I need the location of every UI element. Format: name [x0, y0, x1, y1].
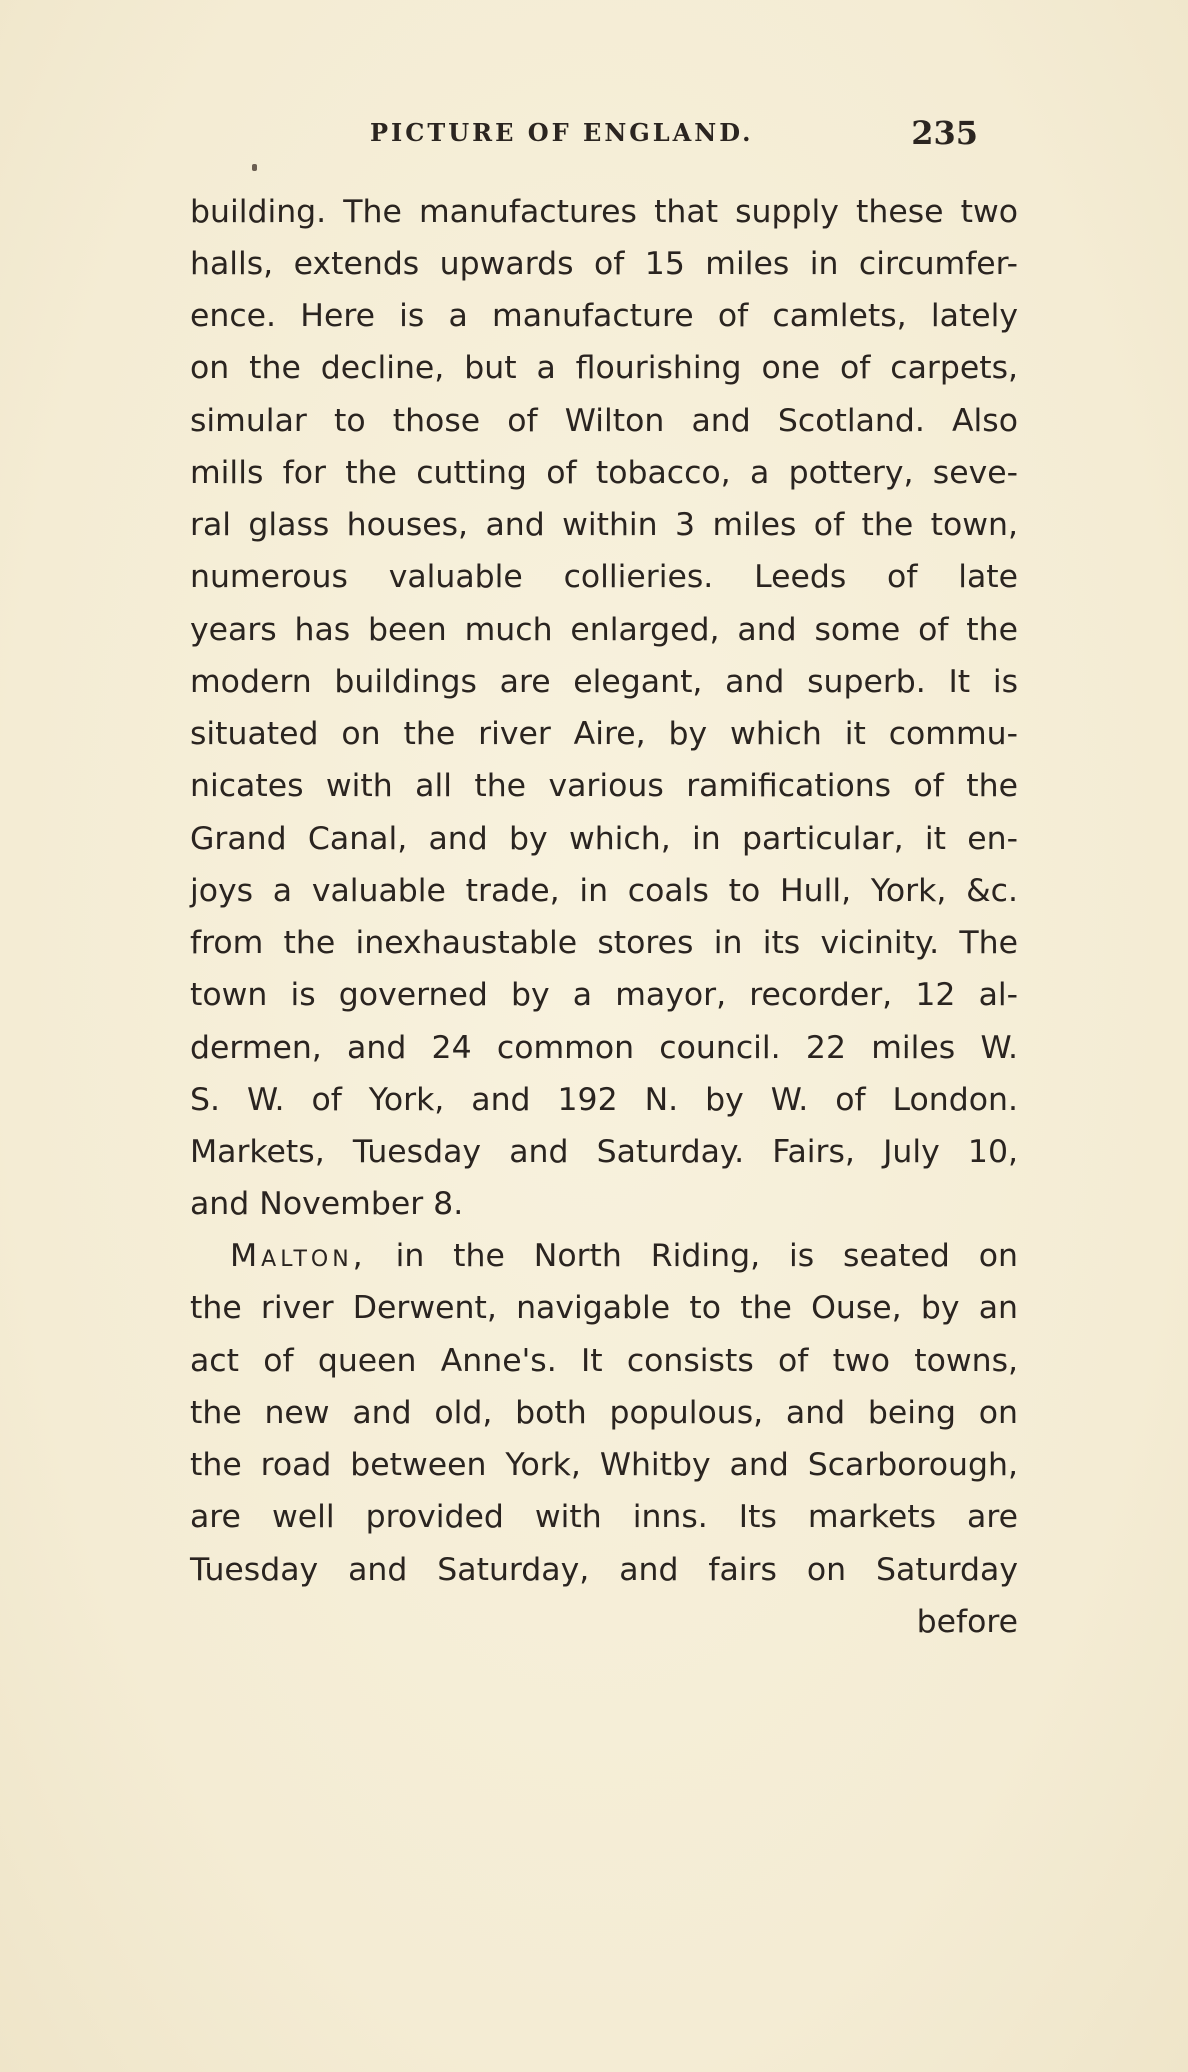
page-header	[140, 114, 1048, 158]
text-line: mills for the cutting of tobacco, a pottery, seve-	[190, 455, 1018, 491]
text-line: S. W. of York, and 192 N. by W. of London.	[190, 1082, 1018, 1118]
text-line: Grand Canal, and by which, in particular, it en-	[190, 821, 1018, 857]
text-line: years has been much enlarged, and some of the	[190, 612, 1018, 648]
catchword: before	[916, 1604, 1018, 1640]
text-line: the river Derwent, navigable to the Ouse, by an	[190, 1290, 1018, 1326]
text-line: ral glass houses, and within 3 miles of the town,	[190, 507, 1018, 543]
text-line: ence. Here is a manufacture of camlets, lately	[190, 298, 1018, 334]
text-line: on the decline, but a flourishing one of carpets,	[190, 350, 1018, 386]
text-line: modern buildings are elegant, and superb. It is	[190, 664, 1018, 700]
text-line: act of queen Anne's. It consists of two towns,	[190, 1343, 1018, 1379]
malton-heading: Malton,	[230, 1238, 367, 1274]
text-line: numerous valuable collieries. Leeds of late	[190, 559, 1018, 595]
text-line: the road between York, Whitby and Scarborough,	[190, 1447, 1018, 1483]
page-number: 235	[911, 114, 978, 152]
text-line: Tuesday and Saturday, and fairs on Saturday	[190, 1552, 1018, 1588]
text-line: situated on the river Aire, by which it commu-	[190, 716, 1018, 752]
text-line: dermen, and 24 common council. 22 miles W.	[190, 1030, 1018, 1066]
text-line: joys a valuable trade, in coals to Hull, York, &c.	[190, 873, 1018, 909]
text-line: the new and old, both populous, and being on	[190, 1395, 1018, 1431]
text-line: are well provided with inns. Its markets are	[190, 1499, 1018, 1535]
text-line: and November 8.	[190, 1186, 464, 1222]
malton-first-line-text: in the North Riding, is seated on	[366, 1238, 1018, 1274]
text-line: halls, extends upwards of 15 miles in circumfer-	[190, 246, 1018, 282]
text-line: town is governed by a mayor, recorder, 12 al-	[190, 977, 1018, 1013]
malton-first-line	[230, 1232, 1018, 1280]
text-line: Markets, Tuesday and Saturday. Fairs, July 10,	[190, 1134, 1018, 1170]
running-title: PICTURE OF ENGLAND.	[370, 118, 754, 147]
text-line: building. The manufactures that supply these two	[190, 194, 1018, 230]
text-line: simular to those of Wilton and Scotland. Also	[190, 403, 1018, 439]
text-line: from the inexhaustable stores in its vicinity. The	[190, 925, 1018, 961]
ink-mark	[252, 164, 257, 171]
text-line: nicates with all the various ramifications of the	[190, 768, 1018, 804]
